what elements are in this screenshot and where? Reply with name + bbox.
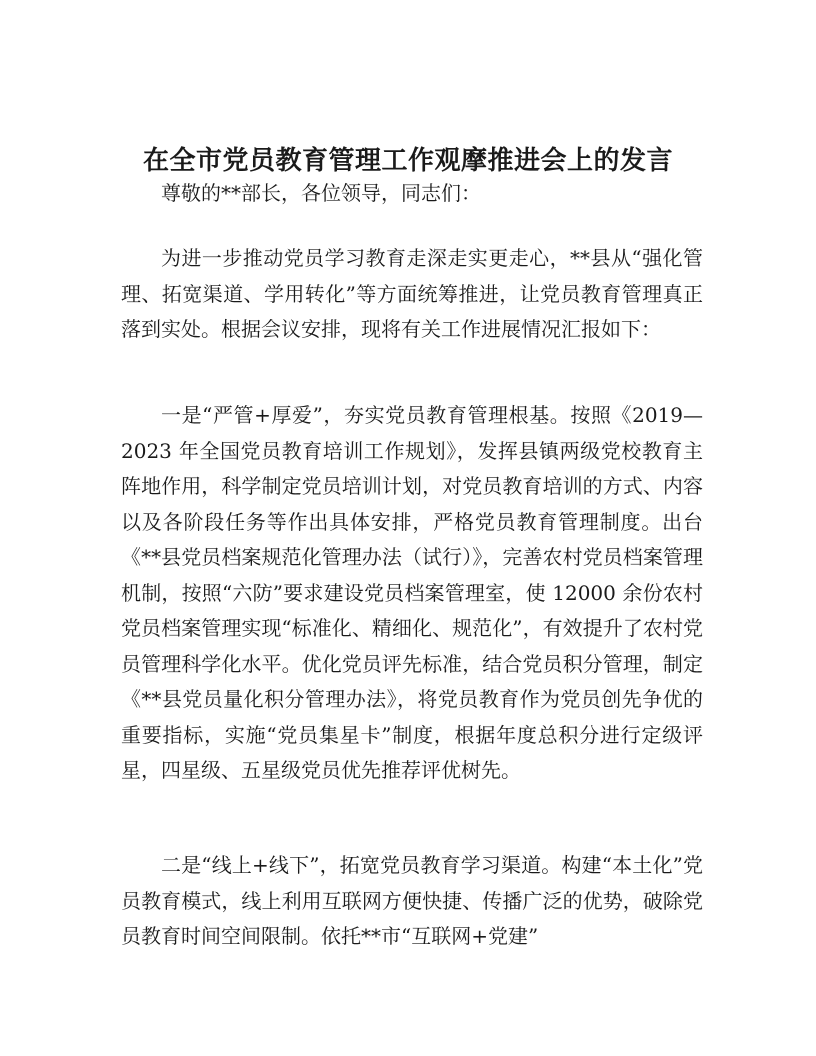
paragraph-section-one: 一是“严管+厚爱”，夯实党员教育管理根基。按照《2019—2023 年全国党员教育培训工作规划》，发挥县镇两级党校教育主阵地作用，科学制定党员培训计划，对党员教育培训的方式、内容以及各阶段任务等作出具体安排，严格党员教育管理制度。出台《**县党员档案规范化管理办法（试行）》，完善农村党员档案管理机制，按照“六防”要求建设党员档案管理室，使 12000 余份农村党员档案管理实现“标准化、精细化、规范化”，有效提升了农村党员管理科学化水平。优化党员评先标准，结合党员积分管理，制定《**县党员量化积分管理办法》，将党员教育作为党员创先争优的重要指标，实施“党员集星卡”制度，根据年度总积分进行定级评星，四星级、五星级党员优先推荐评优树先。	[121, 403, 703, 782]
document-title: 在全市党员教育管理工作观摩推进会上的发言	[142, 146, 673, 176]
paragraph-intro: 为进一步推动党员学习教育走深走实更走心，**县从“强化管理、拓宽渠道、学用转化”等方面统筹推进，让党员教育管理真正落到实处。根据会议安排，现将有关工作进展情况汇报如下：	[121, 246, 703, 341]
salutation: 尊敬的**部长，各位领导，同志们：	[161, 181, 481, 205]
paragraph-section-two: 二是“线上+线下”，拓宽党员教育学习渠道。构建“本土化”党员教育模式，线上利用互联网方便快捷、传播广泛的优势，破除党员教育时间空间限制。依托**市“互联网+党建”	[121, 853, 703, 948]
